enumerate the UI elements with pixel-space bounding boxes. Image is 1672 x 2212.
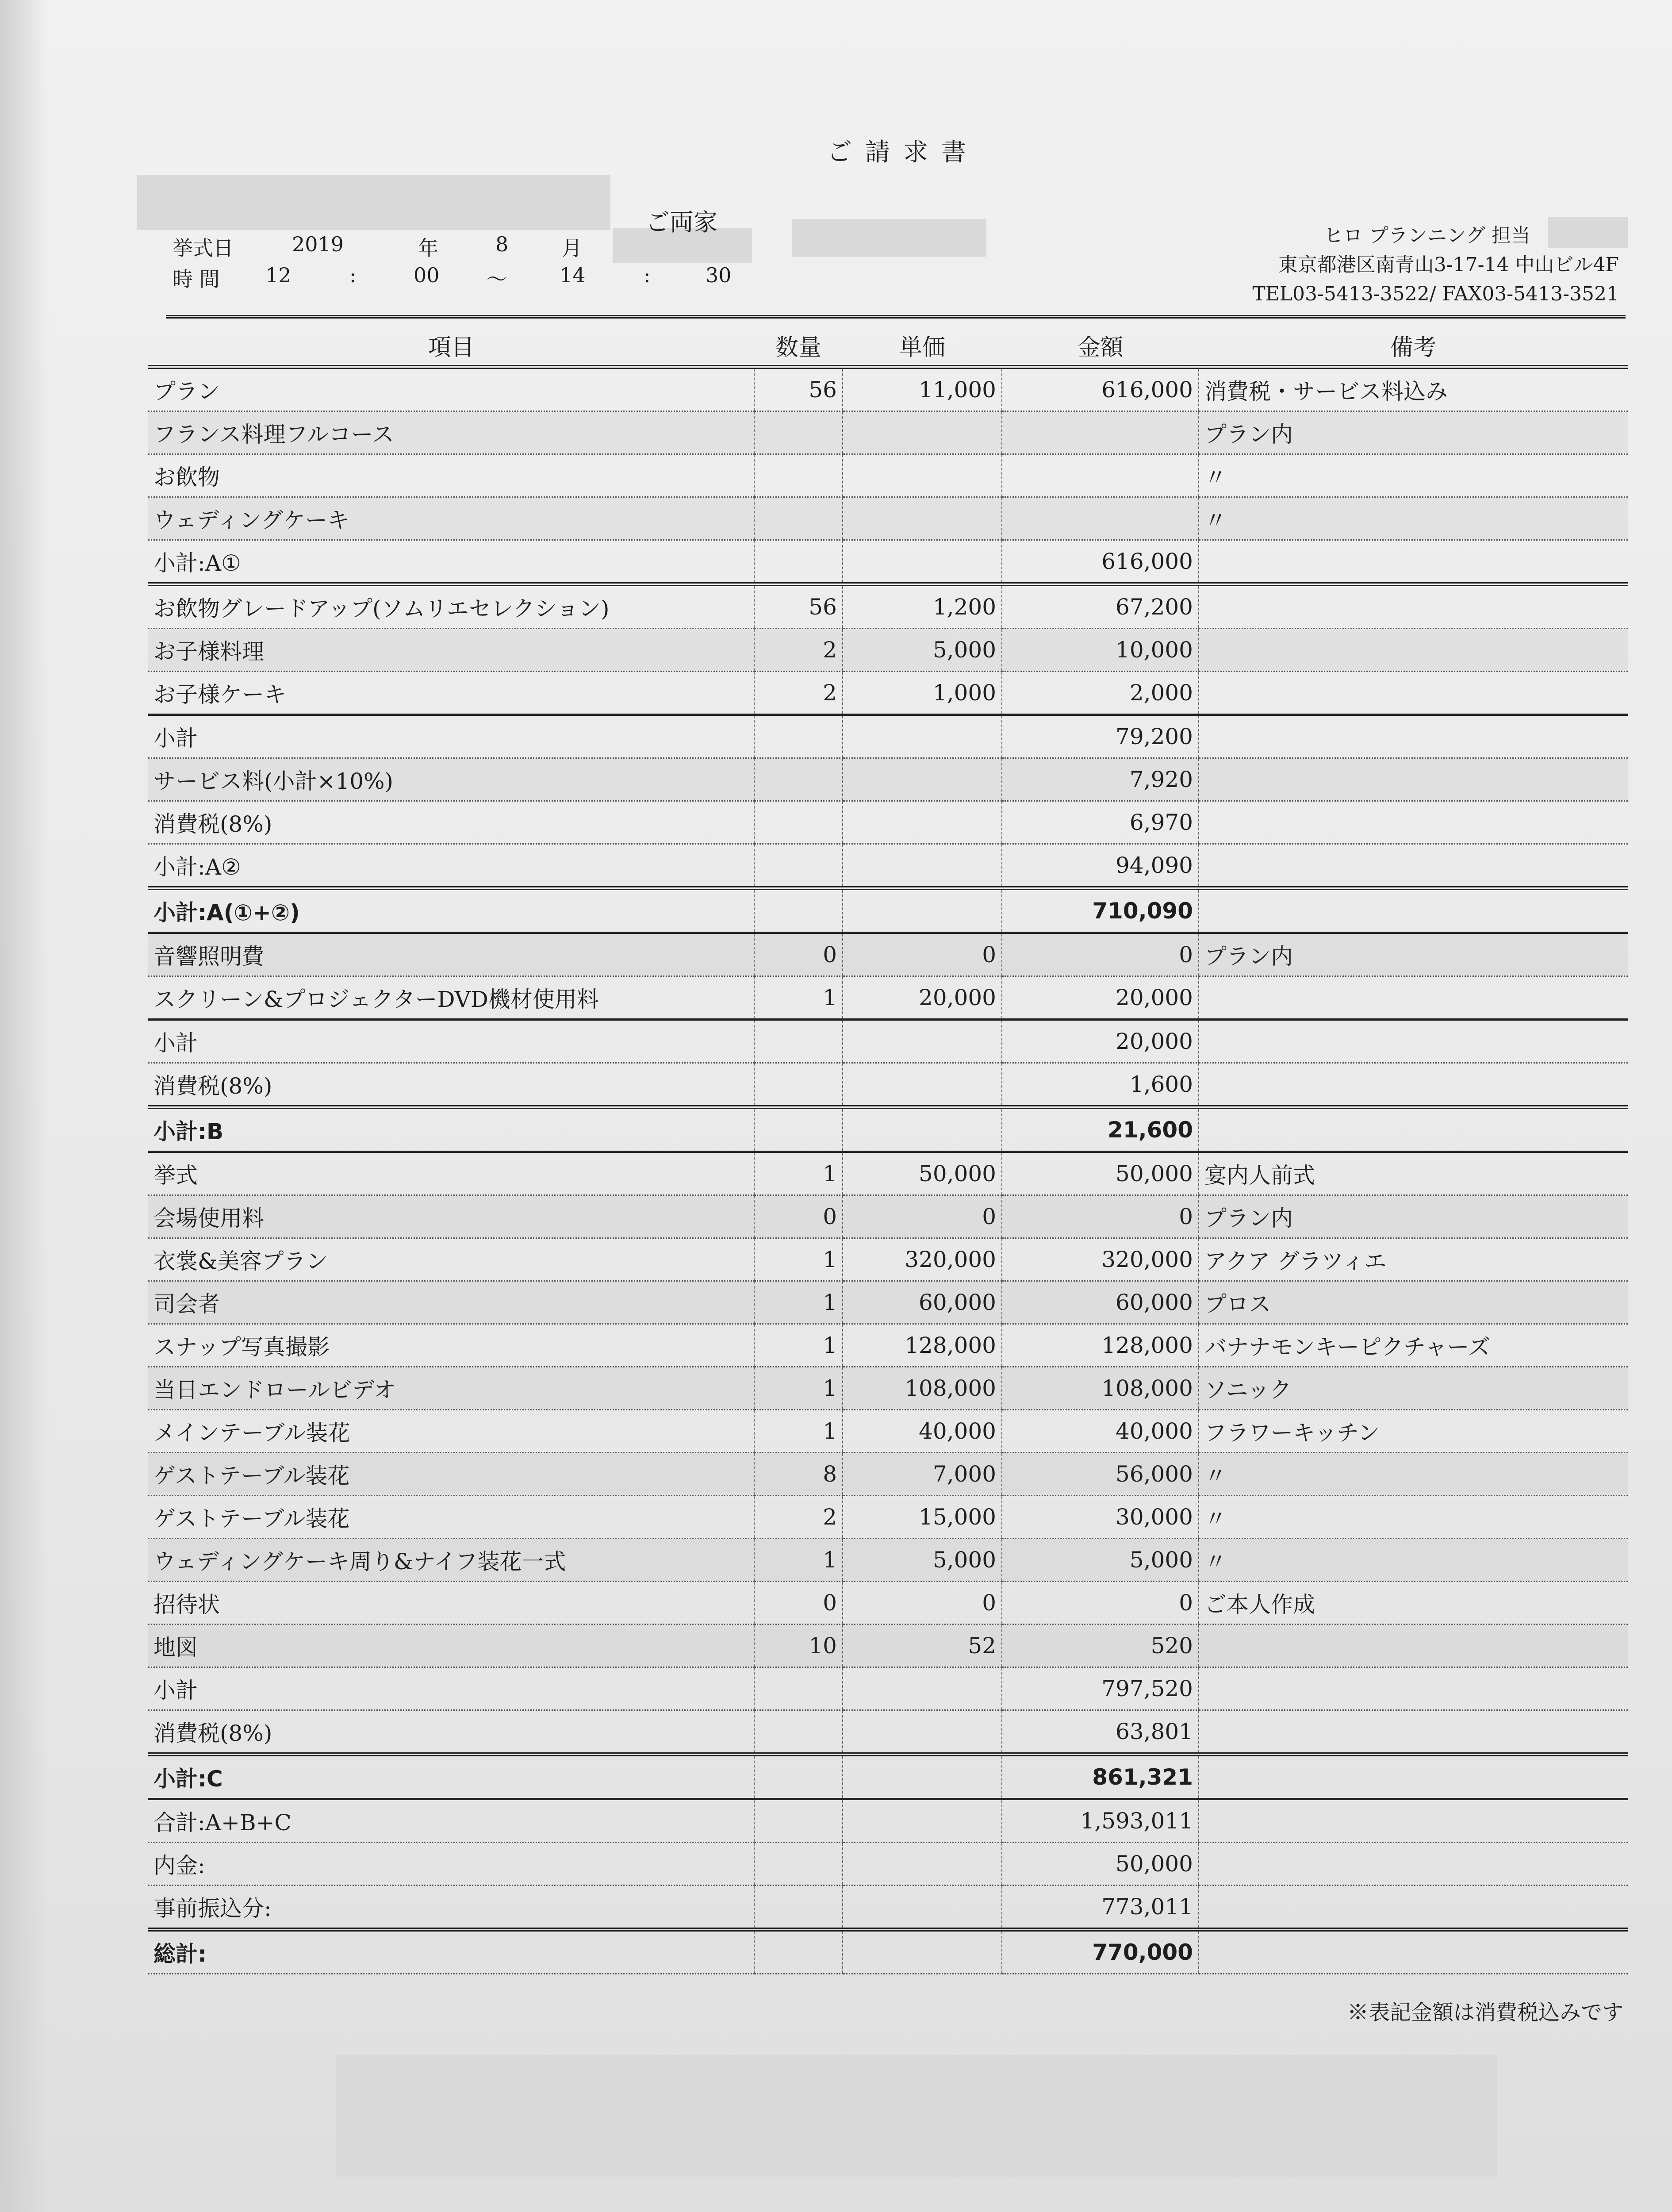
document-title: ご請求書 <box>827 138 979 167</box>
row-item-cell: 挙式 <box>148 1152 754 1195</box>
row-item-cell: 事前振込分: <box>148 1886 754 1930</box>
row-unit-price-cell: 5,000 <box>843 1539 1002 1582</box>
row-item-cell: お飲物 <box>148 454 754 497</box>
row-item-cell: 消費税(8%) <box>148 1063 754 1107</box>
row-qty-cell: 0 <box>754 933 843 976</box>
ceremony-date-label: 挙式日 <box>173 236 234 260</box>
invoice-body <box>148 367 1628 1974</box>
table-row <box>148 1930 1628 1974</box>
row-note-cell: 〃 <box>1199 454 1628 497</box>
row-note-cell <box>1199 801 1628 844</box>
row-unit-price-cell: 7,000 <box>843 1453 1002 1496</box>
table-row <box>148 1324 1628 1367</box>
row-item-cell: メインテーブル装花 <box>148 1410 754 1453</box>
row-qty-cell <box>754 1063 843 1107</box>
header-item: 項目 <box>148 325 754 367</box>
row-item-cell: 小計:A(①+②) <box>148 888 754 933</box>
row-unit-price-cell: 5,000 <box>843 629 1002 672</box>
row-qty-cell: 8 <box>754 1453 843 1496</box>
table-row <box>148 454 1628 497</box>
row-note-cell <box>1199 672 1628 715</box>
row-unit-price-cell: 50,000 <box>843 1152 1002 1195</box>
row-item-cell: 小計 <box>148 1667 754 1710</box>
company-name: ヒロ プランニング 担当 <box>1323 224 1530 247</box>
row-qty-cell: 2 <box>754 672 843 715</box>
row-qty-cell <box>754 1930 843 1974</box>
row-qty-cell: 1 <box>754 1410 843 1453</box>
row-item-cell: 地図 <box>148 1624 754 1667</box>
row-amount-cell: 616,000 <box>1002 367 1199 411</box>
row-amount-cell: 770,000 <box>1002 1930 1199 1974</box>
table-row <box>148 1453 1628 1496</box>
row-unit-price-cell <box>843 454 1002 497</box>
row-unit-price-cell <box>843 1107 1002 1152</box>
row-amount-cell: 50,000 <box>1002 1843 1199 1886</box>
table-row <box>148 1496 1628 1539</box>
table-row <box>148 1020 1628 1063</box>
row-amount-cell: 7,920 <box>1002 758 1199 801</box>
row-amount-cell: 1,593,011 <box>1002 1799 1199 1843</box>
month-unit: 月 <box>562 236 582 260</box>
row-unit-price-cell <box>843 1667 1002 1710</box>
row-item-cell: 小計:B <box>148 1107 754 1152</box>
row-qty-cell <box>754 1107 843 1152</box>
year-unit: 年 <box>418 236 438 260</box>
row-qty-cell <box>754 1667 843 1710</box>
row-item-cell: 会場使用料 <box>148 1195 754 1238</box>
row-item-cell: ゲストテーブル装花 <box>148 1453 754 1496</box>
table-row <box>148 1799 1628 1843</box>
row-amount-cell: 67,200 <box>1002 584 1199 629</box>
row-unit-price-cell: 128,000 <box>843 1324 1002 1367</box>
row-amount-cell: 20,000 <box>1002 1020 1199 1063</box>
row-amount-cell <box>1002 454 1199 497</box>
row-unit-price-cell <box>843 1886 1002 1930</box>
row-note-cell: プラン内 <box>1199 1195 1628 1238</box>
row-unit-price-cell: 108,000 <box>843 1367 1002 1410</box>
ceremony-month: 8 <box>495 232 509 256</box>
end-hour: 14 <box>560 263 586 287</box>
row-item-cell: 司会者 <box>148 1281 754 1324</box>
row-item-cell: 招待状 <box>148 1582 754 1624</box>
row-note-cell <box>1199 629 1628 672</box>
row-amount-cell: 6,970 <box>1002 801 1199 844</box>
row-amount-cell: 128,000 <box>1002 1324 1199 1367</box>
row-item-cell: フランス料理フルコース <box>148 411 754 454</box>
table-row <box>148 1755 1628 1799</box>
row-note-cell <box>1199 1710 1628 1755</box>
row-amount-cell: 21,600 <box>1002 1107 1199 1152</box>
row-qty-cell <box>754 454 843 497</box>
table-row <box>148 715 1628 758</box>
row-qty-cell: 0 <box>754 1582 843 1624</box>
row-amount-cell: 94,090 <box>1002 844 1199 888</box>
table-header-row <box>148 325 1628 367</box>
table-row <box>148 1063 1628 1107</box>
row-item-cell: 小計 <box>148 715 754 758</box>
row-note-cell: 〃 <box>1199 497 1628 540</box>
table-row <box>148 1281 1628 1324</box>
invoice-table <box>148 325 1628 1974</box>
row-qty-cell <box>754 1020 843 1063</box>
row-item-cell: 消費税(8%) <box>148 1710 754 1755</box>
row-note-cell: アクア グラツィエ <box>1199 1238 1628 1281</box>
table-row <box>148 1624 1628 1667</box>
time-colon-2: : <box>644 263 651 287</box>
header-qty: 数量 <box>754 325 843 367</box>
row-unit-price-cell <box>843 1843 1002 1886</box>
row-note-cell <box>1199 1020 1628 1063</box>
header-amount: 金額 <box>1002 325 1199 367</box>
row-amount-cell <box>1002 411 1199 454</box>
row-unit-price-cell <box>843 758 1002 801</box>
row-qty-cell: 0 <box>754 1195 843 1238</box>
row-unit-price-cell <box>843 888 1002 933</box>
row-item-cell: 音響照明費 <box>148 933 754 976</box>
row-item-cell: スナップ写真撮影 <box>148 1324 754 1367</box>
row-note-cell: 消費税・サービス料込み <box>1199 367 1628 411</box>
row-amount-cell: 40,000 <box>1002 1410 1199 1453</box>
redacted-name-block <box>137 175 610 230</box>
row-qty-cell <box>754 844 843 888</box>
row-unit-price-cell <box>843 540 1002 584</box>
row-note-cell <box>1199 715 1628 758</box>
row-qty-cell <box>754 801 843 844</box>
row-amount-cell: 10,000 <box>1002 629 1199 672</box>
row-note-cell <box>1199 1930 1628 1974</box>
row-note-cell: プロス <box>1199 1281 1628 1324</box>
row-note-cell <box>1199 1843 1628 1886</box>
row-qty-cell: 1 <box>754 1324 843 1367</box>
row-amount-cell: 861,321 <box>1002 1755 1199 1799</box>
ceremony-year: 2019 <box>292 232 344 256</box>
table-row <box>148 584 1628 629</box>
row-qty-cell: 1 <box>754 1539 843 1582</box>
row-qty-cell: 2 <box>754 1496 843 1539</box>
start-hour: 12 <box>265 263 291 287</box>
table-row <box>148 976 1628 1020</box>
row-amount-cell <box>1002 497 1199 540</box>
table-row <box>148 933 1628 976</box>
row-qty-cell: 1 <box>754 976 843 1020</box>
row-amount-cell: 50,000 <box>1002 1152 1199 1195</box>
row-amount-cell: 710,090 <box>1002 888 1199 933</box>
row-unit-price-cell <box>843 497 1002 540</box>
table-row <box>148 844 1628 888</box>
row-item-cell: お飲物グレードアップ(ソムリエセレクション) <box>148 584 754 629</box>
table-row <box>148 888 1628 933</box>
header-rule <box>166 315 1626 323</box>
table-row <box>148 1843 1628 1886</box>
row-note-cell <box>1199 1063 1628 1107</box>
row-note-cell <box>1199 976 1628 1020</box>
row-unit-price-cell: 40,000 <box>843 1410 1002 1453</box>
row-note-cell <box>1199 844 1628 888</box>
row-note-cell: 〃 <box>1199 1539 1628 1582</box>
row-note-cell: ソニック <box>1199 1367 1628 1410</box>
table-row <box>148 1238 1628 1281</box>
row-note-cell: ご本人作成 <box>1199 1582 1628 1624</box>
row-amount-cell: 1,600 <box>1002 1063 1199 1107</box>
row-unit-price-cell: 0 <box>843 1582 1002 1624</box>
row-item-cell: サービス料(小計×10%) <box>148 758 754 801</box>
table-row <box>148 1152 1628 1195</box>
row-qty-cell <box>754 411 843 454</box>
row-note-cell <box>1199 584 1628 629</box>
row-qty-cell <box>754 758 843 801</box>
row-unit-price-cell <box>843 1755 1002 1799</box>
row-item-cell: 合計:A+B+C <box>148 1799 754 1843</box>
row-unit-price-cell: 60,000 <box>843 1281 1002 1324</box>
row-qty-cell: 56 <box>754 584 843 629</box>
row-item-cell: 内金: <box>148 1843 754 1886</box>
table-row <box>148 1195 1628 1238</box>
table-row <box>148 540 1628 584</box>
table-row <box>148 1367 1628 1410</box>
redacted-bottom-block <box>336 2055 1497 2177</box>
time-tilde: 〜 <box>487 267 507 291</box>
row-note-cell: バナナモンキーピクチャーズ <box>1199 1324 1628 1367</box>
row-unit-price-cell <box>843 1063 1002 1107</box>
table-row <box>148 801 1628 844</box>
row-amount-cell: 30,000 <box>1002 1496 1199 1539</box>
row-note-cell <box>1199 1107 1628 1152</box>
row-unit-price-cell: 15,000 <box>843 1496 1002 1539</box>
row-item-cell: 消費税(8%) <box>148 801 754 844</box>
header-note: 備考 <box>1199 325 1628 367</box>
row-qty-cell <box>754 1799 843 1843</box>
row-qty-cell: 2 <box>754 629 843 672</box>
row-item-cell: スクリーン&プロジェクターDVD機材使用料 <box>148 976 754 1020</box>
row-unit-price-cell <box>843 844 1002 888</box>
row-qty-cell <box>754 715 843 758</box>
row-amount-cell: 616,000 <box>1002 540 1199 584</box>
table-row <box>148 1667 1628 1710</box>
row-unit-price-cell: 0 <box>843 933 1002 976</box>
row-qty-cell <box>754 1755 843 1799</box>
row-item-cell: お子様ケーキ <box>148 672 754 715</box>
row-note-cell <box>1199 1886 1628 1930</box>
header-unit-price: 単価 <box>843 325 1002 367</box>
row-note-cell: フラワーキッチン <box>1199 1410 1628 1453</box>
row-note-cell <box>1199 1667 1628 1710</box>
row-item-cell: 小計:A② <box>148 844 754 888</box>
row-unit-price-cell: 0 <box>843 1195 1002 1238</box>
row-unit-price-cell: 52 <box>843 1624 1002 1667</box>
family-label: ご両家 <box>646 208 717 236</box>
row-amount-cell: 79,200 <box>1002 715 1199 758</box>
table-row <box>148 1107 1628 1152</box>
row-note-cell <box>1199 540 1628 584</box>
row-qty-cell <box>754 497 843 540</box>
table-row <box>148 411 1628 454</box>
page-edge-shadow <box>0 0 49 2212</box>
row-note-cell: 〃 <box>1199 1453 1628 1496</box>
row-amount-cell: 5,000 <box>1002 1539 1199 1582</box>
row-amount-cell: 20,000 <box>1002 976 1199 1020</box>
row-note-cell: プラン内 <box>1199 411 1628 454</box>
row-unit-price-cell: 320,000 <box>843 1238 1002 1281</box>
table-row <box>148 758 1628 801</box>
row-item-cell: 小計 <box>148 1020 754 1063</box>
table-row <box>148 1886 1628 1930</box>
table-row <box>148 1410 1628 1453</box>
row-item-cell: ウェディングケーキ <box>148 497 754 540</box>
table-row <box>148 367 1628 411</box>
row-item-cell: 総計: <box>148 1930 754 1974</box>
table-row <box>148 497 1628 540</box>
row-note-cell <box>1199 758 1628 801</box>
table-row <box>148 672 1628 715</box>
table-row <box>148 1582 1628 1624</box>
row-unit-price-cell: 11,000 <box>843 367 1002 411</box>
row-item-cell: プラン <box>148 367 754 411</box>
time-label: 時 間 <box>173 267 220 291</box>
row-note-cell <box>1199 1755 1628 1799</box>
row-note-cell <box>1199 1799 1628 1843</box>
row-amount-cell: 320,000 <box>1002 1238 1199 1281</box>
row-qty-cell: 10 <box>754 1624 843 1667</box>
tax-footnote: ※表記金額は消費税込みです <box>1347 2000 1623 2025</box>
row-unit-price-cell <box>843 801 1002 844</box>
row-amount-cell: 0 <box>1002 1582 1199 1624</box>
row-unit-price-cell <box>843 715 1002 758</box>
row-qty-cell <box>754 1843 843 1886</box>
row-amount-cell: 520 <box>1002 1624 1199 1667</box>
row-unit-price-cell <box>843 411 1002 454</box>
table-row <box>148 1710 1628 1755</box>
row-item-cell: 小計:A① <box>148 540 754 584</box>
row-note-cell: 宴内人前式 <box>1199 1152 1628 1195</box>
row-qty-cell: 1 <box>754 1367 843 1410</box>
table-row <box>148 1539 1628 1582</box>
row-qty-cell <box>754 1710 843 1755</box>
row-item-cell: 小計:C <box>148 1755 754 1799</box>
row-note-cell: 〃 <box>1199 1496 1628 1539</box>
row-amount-cell: 0 <box>1002 933 1199 976</box>
row-unit-price-cell <box>843 1710 1002 1755</box>
row-unit-price-cell: 1,000 <box>843 672 1002 715</box>
row-amount-cell: 63,801 <box>1002 1710 1199 1755</box>
row-note-cell <box>1199 888 1628 933</box>
row-unit-price-cell <box>843 1799 1002 1843</box>
row-qty-cell: 1 <box>754 1281 843 1324</box>
row-unit-price-cell <box>843 1930 1002 1974</box>
row-item-cell: 当日エンドロールビデオ <box>148 1367 754 1410</box>
start-minute: 00 <box>414 263 440 287</box>
row-item-cell: ゲストテーブル装花 <box>148 1496 754 1539</box>
redacted-family-block <box>792 219 986 257</box>
row-amount-cell: 773,011 <box>1002 1886 1199 1930</box>
row-qty-cell <box>754 1886 843 1930</box>
row-amount-cell: 60,000 <box>1002 1281 1199 1324</box>
row-qty-cell <box>754 888 843 933</box>
company-phone-fax: TEL03-5413-3522/ FAX03-5413-3521 <box>1252 283 1619 305</box>
company-address: 東京都港区南青山3-17-14 中山ビル4F <box>1278 253 1619 276</box>
row-unit-price-cell <box>843 1020 1002 1063</box>
row-item-cell: 衣裳&美容プラン <box>148 1238 754 1281</box>
row-note-cell <box>1199 1624 1628 1667</box>
row-amount-cell: 2,000 <box>1002 672 1199 715</box>
row-qty-cell: 1 <box>754 1152 843 1195</box>
end-minute: 30 <box>706 263 732 287</box>
table-row <box>148 629 1628 672</box>
row-item-cell: ウェディングケーキ周り&ナイフ装花一式 <box>148 1539 754 1582</box>
row-unit-price-cell: 20,000 <box>843 976 1002 1020</box>
row-qty-cell: 56 <box>754 367 843 411</box>
row-qty-cell: 1 <box>754 1238 843 1281</box>
row-amount-cell: 56,000 <box>1002 1453 1199 1496</box>
row-amount-cell: 797,520 <box>1002 1667 1199 1710</box>
row-amount-cell: 108,000 <box>1002 1367 1199 1410</box>
row-item-cell: お子様料理 <box>148 629 754 672</box>
row-qty-cell <box>754 540 843 584</box>
row-unit-price-cell: 1,200 <box>843 584 1002 629</box>
row-note-cell: プラン内 <box>1199 933 1628 976</box>
row-amount-cell: 0 <box>1002 1195 1199 1238</box>
time-colon-1: : <box>349 263 357 287</box>
company-block <box>1252 221 1619 309</box>
